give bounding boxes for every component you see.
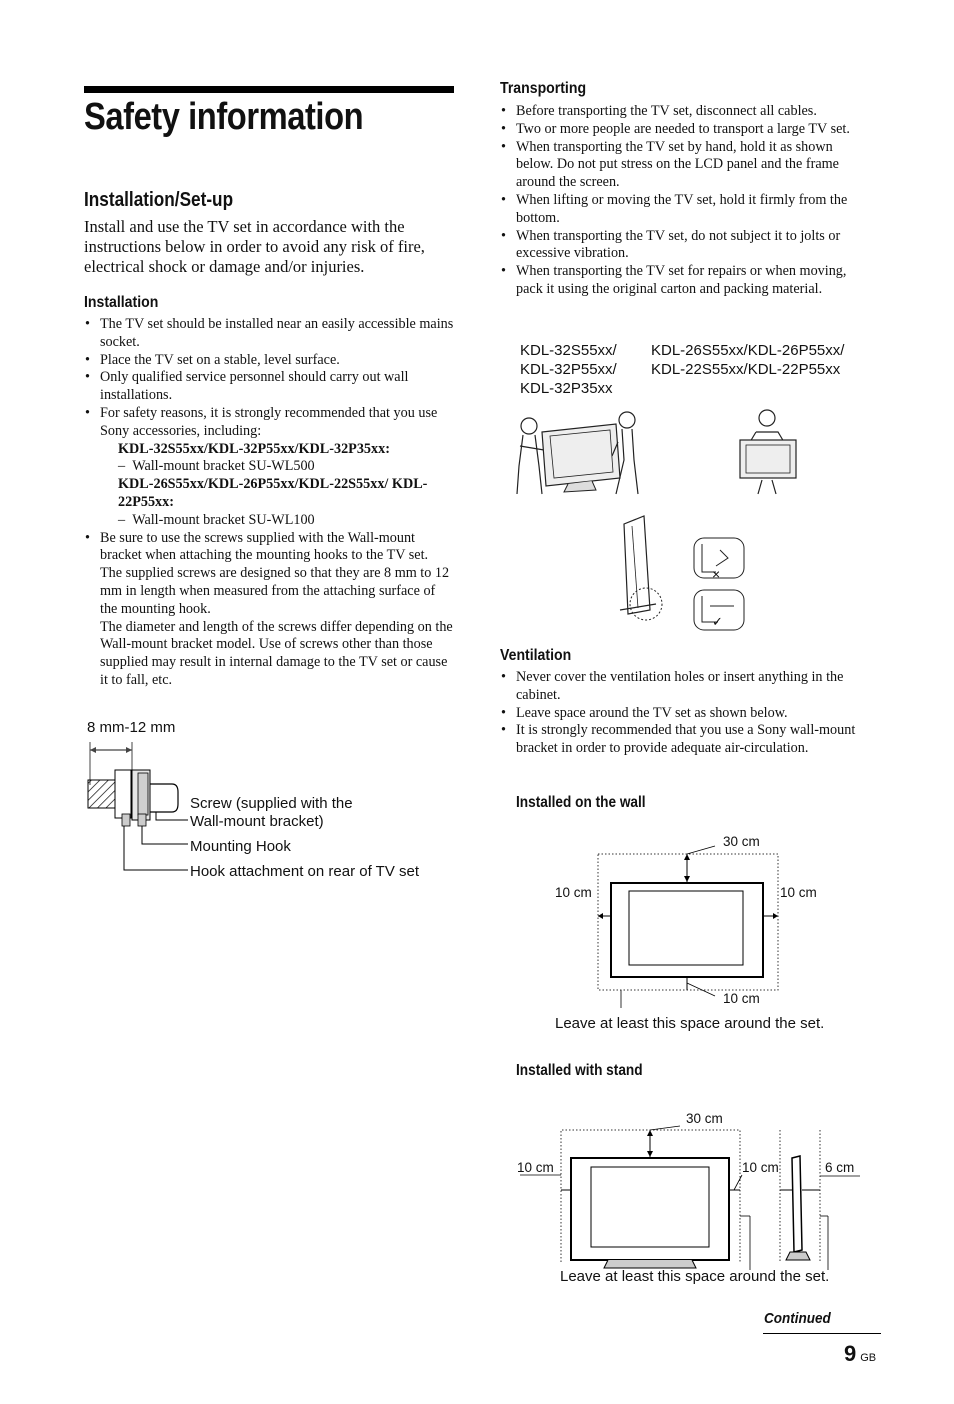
installed-wall-heading: Installed on the wall — [516, 794, 646, 811]
bracket-a: – Wall-mount bracket SU-WL500 — [118, 458, 315, 475]
list-item: • When transporting the TV set, do not subject it to jolts or excessive vibration. — [500, 228, 870, 264]
wrong-mark: × — [712, 566, 721, 582]
one-person-carry-illustration — [734, 408, 804, 498]
screw-diagram — [80, 740, 200, 880]
wall-bottom-clearance: 10 cm — [723, 991, 760, 1006]
continued-label: Continued — [764, 1310, 831, 1327]
screw-dimension-label: 8 mm-12 mm — [87, 719, 176, 736]
right-mark: ✓ — [712, 614, 723, 629]
installation-list — [84, 316, 454, 690]
list-item: • When lifting or moving the TV set, hold it firmly from the bottom. — [500, 192, 870, 228]
page-number: 9 GB — [844, 1341, 877, 1366]
screw-bullet: • Be sure to use the screws supplied with the Wall-mount bracket when attaching the mounting hooks to the TV set. — [100, 529, 429, 564]
ventilation-heading: Ventilation — [500, 647, 572, 664]
list-item: • Place the TV set on a stable, level surface. — [84, 352, 454, 370]
screw-para-2: The diameter and length of the screws differ depending on the Wall-mount bracket model. Use of screws other than those supplied may result in internal damage to the TV set or cause it to fall, etc. — [100, 618, 453, 688]
wall-clearance-diagram — [555, 850, 795, 1000]
list-item: • It is strongly recommended that you use a Sony wall-mount bracket in order to provide adequate air-circulation. — [500, 722, 870, 758]
transport-models-left: KDL-32S55xx/ KDL-32P55xx/ KDL-32P35xx — [520, 342, 617, 397]
wall-caption: Leave at least this space around the set. — [555, 1015, 825, 1032]
two-person-carry-illustration — [512, 406, 642, 498]
installation-setup-heading: Installation/Set-up — [84, 189, 234, 211]
screw-para-1: The supplied screws are designed so that they are 8 mm to 12 mm in length when measured from the attaching surface of the mounting hook. — [100, 565, 450, 617]
list-item: • Never cover the ventilation holes or insert anything in the cabinet. — [500, 669, 870, 705]
page-title: Safety information — [84, 96, 364, 138]
list-item: • Only qualified service personnel should carry out wall installations. — [84, 369, 454, 405]
wall-left-clearance: 10 cm — [555, 885, 592, 900]
bracket-b: – Wall-mount bracket SU-WL100 — [118, 511, 315, 528]
stand-top-clearance: 30 cm — [686, 1111, 723, 1126]
installation-setup-intro: Install and use the TV set in accordance with the instructions below in order to avoid any risk of fire, electrical shock or damage and/or injuries. — [84, 217, 425, 276]
installation-heading: Installation — [84, 294, 159, 311]
hook-attachment-label: Hook attachment on rear of TV set — [190, 863, 420, 880]
transporting-heading: Transporting — [500, 80, 587, 97]
holding-detail-illustration — [616, 514, 746, 630]
title-rule — [84, 86, 454, 93]
list-item — [84, 530, 454, 690]
installed-stand-heading: Installed with stand — [516, 1062, 643, 1079]
mounting-hook-label: Mounting Hook — [190, 838, 291, 855]
accessories-intro: • For safety reasons, it is strongly recommended that you use Sony accessories, including: — [100, 404, 438, 439]
stand-clearance-diagram — [520, 1120, 865, 1270]
list-item: • Leave space around the TV set as shown below. — [500, 705, 870, 723]
model-list-a: KDL-32S55xx/KDL-32P55xx/KDL-32P35xx: — [118, 440, 390, 457]
list-item: • When transporting the TV set by hand, hold it as shown below. Do not put stress on the LCD panel and the frame around the screen. — [500, 139, 870, 192]
list-item: • Before transporting the TV set, disconnect all cables. — [500, 103, 870, 121]
stand-side-clearance: 6 cm — [825, 1160, 855, 1175]
continued-rule — [763, 1333, 881, 1334]
transport-models-right: KDL-26S55xx/KDL-26P55xx/ KDL-22S55xx/KDL-22P55xx — [651, 342, 845, 378]
list-item: • Two or more people are needed to transport a large TV set. — [500, 121, 870, 139]
transporting-list — [500, 103, 870, 299]
list-item: • When transporting the TV set for repairs or when moving, pack it using the original carton and packing material. — [500, 263, 870, 299]
wall-top-clearance: 30 cm — [723, 834, 760, 849]
list-item: • The TV set should be installed near an easily accessible mains socket. — [84, 316, 454, 352]
stand-caption: Leave at least this space around the set. — [560, 1268, 830, 1285]
stand-right-clearance: 10 cm — [742, 1160, 779, 1175]
wall-right-clearance: 10 cm — [780, 885, 817, 900]
list-item — [84, 405, 454, 530]
screw-label: Screw (supplied with the Wall-mount bracket) — [190, 795, 353, 830]
model-list-b: KDL-26S55xx/KDL-26P55xx/KDL-22S55xx/ KDL-22P55xx: — [118, 476, 428, 510]
stand-left-clearance: 10 cm — [517, 1160, 554, 1175]
ventilation-list — [500, 669, 870, 758]
